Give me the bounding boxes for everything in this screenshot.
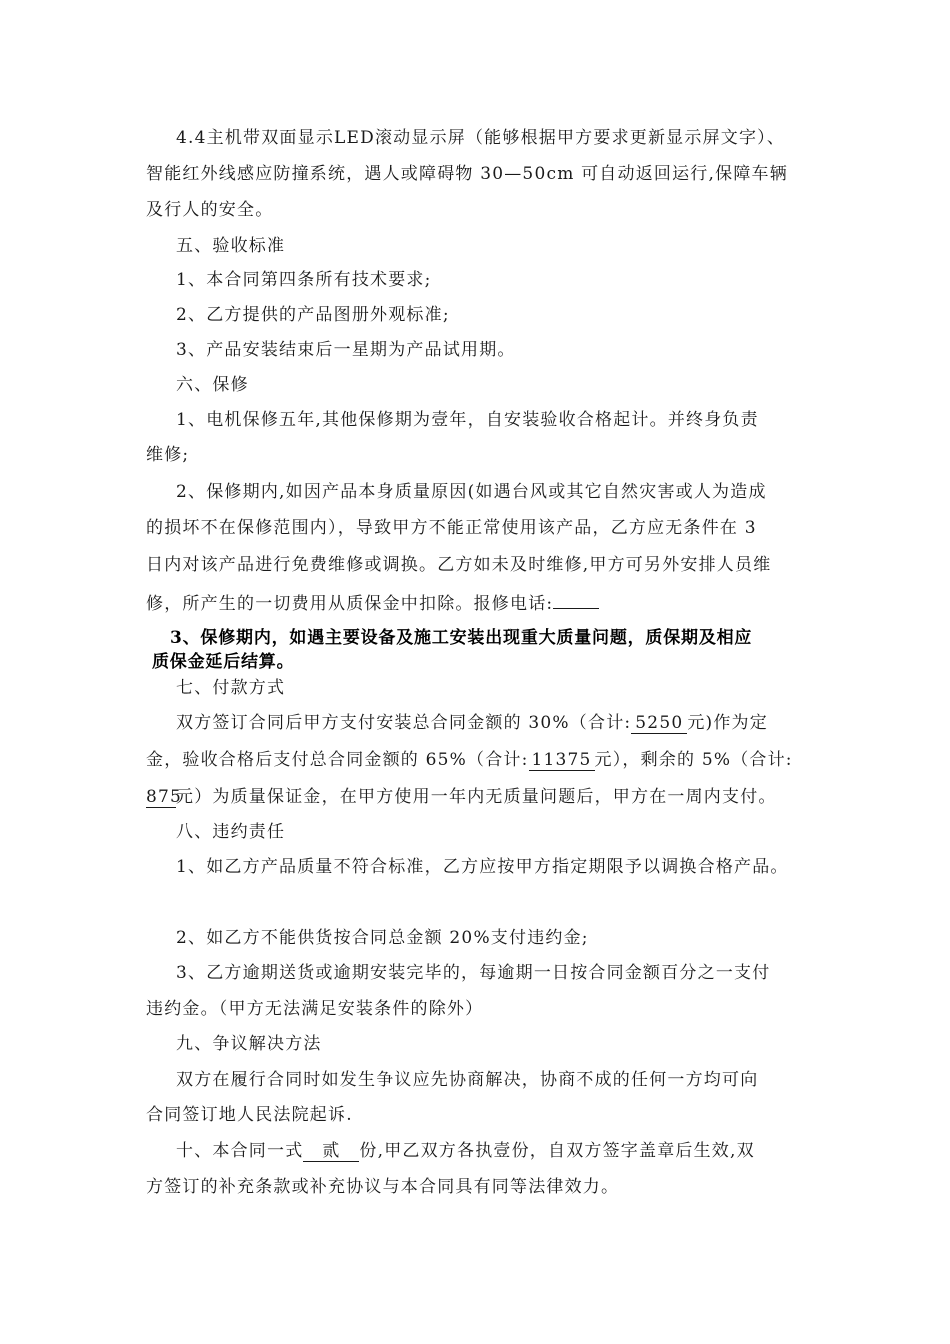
clause-4-4-line-2: 智能红外线感应防撞系统，遇人或障碍物 30—50cm 可自动返回运行,保障车辆	[146, 164, 788, 184]
section-5-item-1: 1、本合同第四条所有技术要求;	[176, 270, 432, 290]
section-8-item-1: 1、如乙方产品质量不符合标准，乙方应按甲方指定期限予以调换合格产品。	[176, 857, 789, 877]
section-6-item-3-line-2: 质保金延后结算。	[152, 652, 295, 672]
section-8-item-3-line-2: 违约金。（甲方无法满足安装条件的除外）	[146, 999, 484, 1019]
section-9-heading: 九、争议解决方法	[176, 1034, 322, 1054]
copies-suffix: 份,甲乙双方各执壹份，自双方签字盖章后生效,双	[359, 1141, 755, 1161]
section-8-item-3-line-1: 3、乙方逾期送货或逾期安装完毕的，每逾期一日按合同金额百分之一支付	[176, 963, 771, 983]
warranty-deposit-amount: 875	[146, 787, 183, 807]
repair-phone-blank	[553, 590, 599, 609]
payment-remaining-text: 元），剩余的 5%（合计:	[594, 750, 793, 770]
section-7-line-2	[146, 748, 793, 772]
section-5-item-2: 2、乙方提供的产品图册外观标准;	[176, 305, 450, 325]
section-6-item-3-line-1: 3、保修期内，如遇主要设备及施工安装出现重大质量问题，质保期及相应	[170, 628, 753, 648]
section-6-item-2-line-2: 的损坏不在保修范围内），导致甲方不能正常使用该产品，乙方应无条件在 3	[146, 518, 757, 538]
section-9-line-2: 合同签订地人民法院起诉.	[146, 1105, 353, 1125]
warranty-deposit-text: 元）为质量保证金，在甲方使用一年内无质量问题后，甲方在一周内支付。	[176, 787, 777, 807]
section-6-item-2-line-3: 日内对该产品进行免费维修或调换。乙方如未及时维修,甲方可另外安排人员维	[146, 555, 772, 575]
payment-deposit-suffix: 元)作为定	[687, 713, 768, 733]
section-7-line-1	[176, 711, 768, 735]
section-8-item-2: 2、如乙方不能供货按合同总金额 20%支付违约金;	[176, 928, 589, 948]
section-6-item-2-line-4	[146, 590, 599, 616]
section-6-item-2-line-1: 2、保修期内,如因产品本身质量原因(如遇台风或其它自然灾害或人为造成	[176, 482, 767, 502]
section-6-item-1-line-2: 维修;	[146, 445, 190, 465]
clause-4-4-line-1: 4.4主机带双面显示LED滚动显示屏（能够根据甲方要求更新显示屏文字）、	[176, 128, 786, 148]
copies-count: 贰	[303, 1141, 359, 1162]
section-10-line-1	[176, 1139, 755, 1163]
section-10-line-2: 方签订的补充条款或补充协议与本合同具有同等法律效力。	[146, 1177, 620, 1197]
repair-phone-text: 修，所产生的一切费用从质保金中扣除。报修电话:	[146, 594, 554, 614]
section-7-heading: 七、付款方式	[176, 678, 286, 698]
section-7-line-3	[146, 785, 777, 809]
section-5-heading: 五、验收标准	[176, 236, 286, 256]
section-5-item-3: 3、产品安装结束后一星期为产品试用期。	[176, 340, 516, 360]
copies-text: 十、本合同一式	[176, 1141, 304, 1161]
deposit-amount: 5250	[631, 713, 687, 734]
section-8-heading: 八、违约责任	[176, 822, 286, 842]
section-6-item-1-line-1: 1、电机保修五年,其他保修期为壹年，自安装验收合格起计。并终身负责	[176, 410, 759, 430]
payment-deposit-text: 双方签订合同后甲方支付安装总合同金额的 30%（合计:	[176, 713, 632, 733]
section-9-line-1: 双方在履行合同时如发生争议应先协商解决，协商不成的任何一方均可向	[176, 1070, 759, 1090]
section-6-heading: 六、保修	[176, 375, 249, 395]
payment-acceptance-text: 金，验收合格后支付总合同金额的 65%（合计:	[146, 750, 529, 770]
clause-4-4-line-3: 及行人的安全。	[146, 200, 274, 220]
acceptance-amount: 11375	[529, 750, 595, 771]
